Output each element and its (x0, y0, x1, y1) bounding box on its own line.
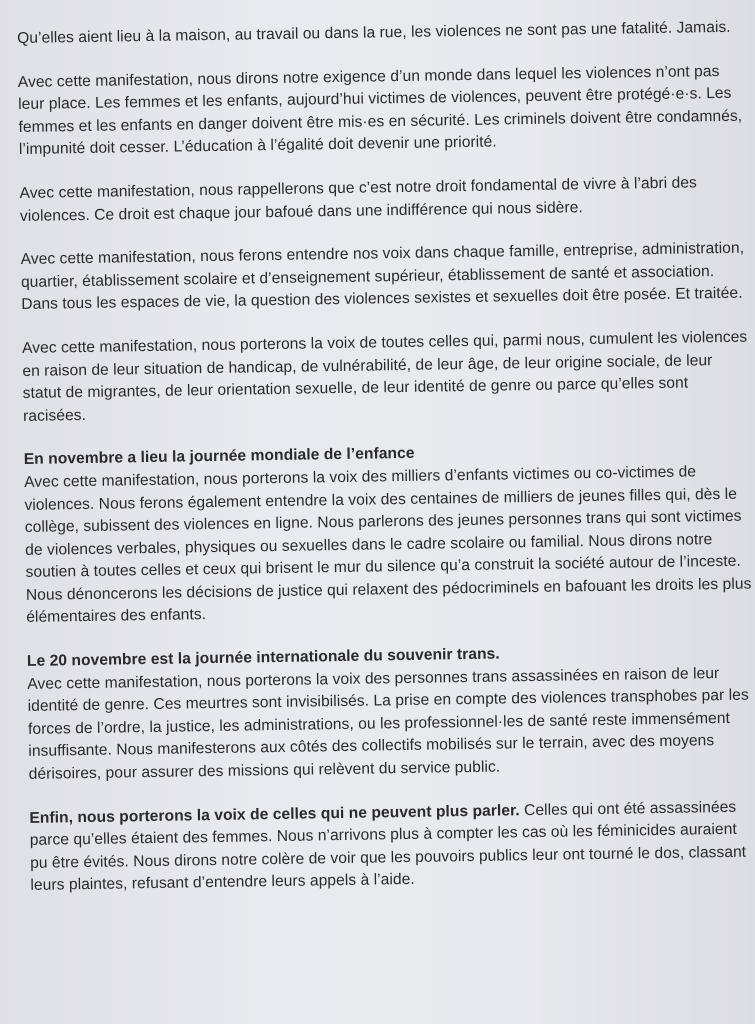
paragraph-text: Avec cette manifestation, nous dirons notre exigence d’un monde dans lequel les violences n’ont pas leur place. Les femmes et les enfants, aujourd’hui victimes de violences, peuvent être protégé·e·s. Les femmes et les enfants en danger doivent être mis·es en sécurité. Les criminels doivent être condamnés, l’impunité doit cesser. L’éducation à l’égalité doit devenir une priorité. (17, 62, 743, 159)
section-enfance (24, 438, 755, 630)
section-heading-souvenir-trans: Le 20 novembre est la journée internationale du souvenir trans. (26, 645, 500, 670)
paragraph-text: Qu’elles aient lieu à la maison, au travail ou dans la rue, les violences ne sont pas une fatalité. Jamais. (17, 18, 731, 47)
document-page (17, 17, 755, 919)
paragraph-droit-fondamental (19, 172, 748, 229)
section-heading-enfance: En novembre a lieu la journée mondiale de l’enfance (23, 445, 415, 469)
paragraph-feminicides (29, 796, 755, 898)
paragraph-text: Avec cette manifestation, nous porterons la voix de toutes celles qui, parmi nous, cumulent les violences en raison de leur situation de handicap, de vulnérabilité, de leur âge, de leur origine sociale, de leur statut de migrantes, de leur orientation sexuelle, de leur identité de genre ou parce qu’elles sont racisées. (21, 328, 748, 425)
paragraph-text: Avec cette manifestation, nous ferons entendre nos voix dans chaque famille, entreprise, administration, quartier, établissement scolaire et d’enseignement supérieur, établissement de santé et association. Dans tous les espaces de vie, la question des violences sexistes et sexuelles doit être posée. Et traitée. (20, 239, 745, 314)
paragraph-exigence (18, 60, 747, 162)
paragraph-fatalite (17, 17, 745, 51)
paragraph-text: Avec cette manifestation, nous porterons la voix des milliers d’enfants victimes ou co-victimes de violences. Nous ferons également entendre la voix des centaines de milliers de jeunes filles qui, dès le collège, subissent des violences en ligne. Nous parlerons des jeunes personnes trans qui sont victimes de violences verbales, physiques ou sexuelles dans le cadre scolaire ou familial. Nous dirons notre soutien à toutes celles et ceux qui brisent le mur du silence qu’a construit la société autour de l’inceste. Nous dénoncerons les décisions de justice qui relaxent des pédocriminels en bafouant les droits les plus élémentaires des enfants. (24, 463, 752, 627)
paragraph-espaces-de-vie (20, 238, 749, 317)
paragraph-text: Avec cette manifestation, nous porterons la voix des personnes trans assassinées en raison de leur identité de genre. Ces meurtres sont invisibilisés. La prise en compte des violences transphobes par les forces de l’ordre, la justice, les administrations, ou les professionnel·les de santé reste immensément insuffisante. Nous manifesterons aux côtés des collectifs mobilisés sur le terrain, avec des moyens dérisoires, pour assurer des missions qui relèvent du service public. (27, 664, 749, 783)
section-souvenir-trans (27, 640, 755, 787)
paragraph-text: Celles qui ont été assassinées parce qu’elles étaient des femmes. Nous n’arrivons plus à compter les cas où les féminicides auraient pu être évités. Nous dirons notre colère de voir que les pouvoirs publics leur ont tourné le dos, classant leurs plaintes, refusant d’entendre leurs appels à l’aide. (29, 798, 747, 895)
paragraph-cumul-violences (22, 326, 751, 428)
paragraph-lead: Enfin, nous porterons la voix de celles qui ne peuvent plus parler. (29, 801, 520, 827)
paragraph-text: Avec cette manifestation, nous rappellerons que c’est notre droit fondamental de vivre à l’abri des violences. Ce droit est chaque jour bafoué dans une indifférence qui nous sidère. (19, 174, 697, 225)
